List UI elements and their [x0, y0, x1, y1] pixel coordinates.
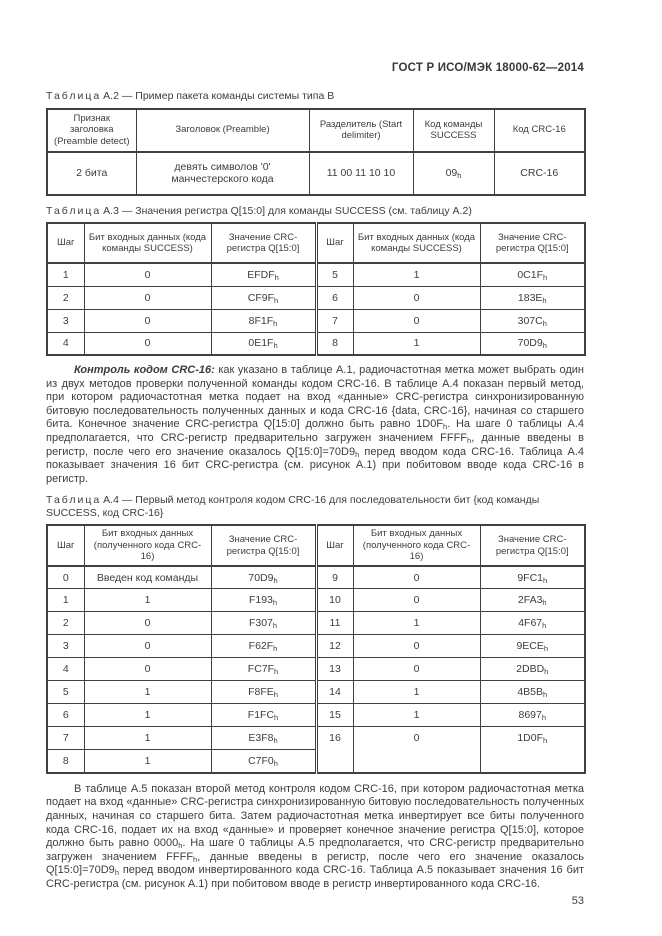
table-cell: 0 [47, 566, 84, 589]
table-header-cell: Код команды SUCCESS [413, 109, 494, 152]
table-cell: $F8FE_h$ [211, 681, 316, 704]
table-header-cell: Заголовок (Preamble) [136, 109, 309, 152]
table-cell: 10 [316, 589, 353, 612]
table-cell: 1 [353, 263, 480, 286]
table-cell: $F1FC_h$ [211, 704, 316, 727]
table-cell: $1D0F_h$ [480, 727, 585, 773]
table-row [47, 704, 585, 727]
table-cell: 8 [316, 332, 353, 355]
table-header-cell: Шаг [316, 525, 353, 566]
table-cell: 16 [316, 727, 353, 773]
table-row [47, 658, 585, 681]
table-cell: 11 [316, 612, 353, 635]
table-cell: $2DBD_h$ [480, 658, 585, 681]
table-cell: 13 [316, 658, 353, 681]
table-cell: 3 [47, 309, 84, 332]
table-a2 [46, 108, 586, 196]
table-header-cell: Бит входных данных (кода команды SUCCESS) [84, 223, 211, 263]
table-row [47, 152, 585, 195]
table-cell: 7 [316, 309, 353, 332]
table-cell: 1 [84, 704, 211, 727]
table-cell: 1 [84, 750, 211, 773]
table-cell: $C7F0_h$ [211, 750, 316, 773]
table-cell: $09_h$ [413, 152, 494, 195]
table-cell: 1 [353, 612, 480, 635]
table-row [47, 589, 585, 612]
table-cell: 0 [353, 589, 480, 612]
table-cell: 0 [353, 286, 480, 309]
table-a2-caption-text: А.2 — Пример пакета команды системы типа В [103, 90, 335, 102]
table-header-cell: Шаг [316, 223, 353, 263]
table-cell: 0 [84, 658, 211, 681]
page-number: 53 [571, 894, 584, 907]
table-row [47, 727, 585, 750]
paragraph-crc16-lead: Контроль кодом CRC-16: [74, 364, 215, 376]
table-cell: $2FA3_h$ [480, 589, 585, 612]
table-header-cell: Бит входных данных (полученного кода CRC-16) [84, 525, 211, 566]
table-cell: CRC-16 [494, 152, 585, 195]
table-cell: 1 [84, 681, 211, 704]
paragraph-second-method-text: В таблице А.5 показан второй метод контроля кодом CRC-16, при котором радиочастотная метка подает на вход «данные» CRC-регистра синхронизированную битовую последовательность полученных данных, начиная со старшего бита. Затем радиочастотная метка инвертирует все биты полученного кода CRC-16, подает их на вход «данные» и проверяет конечное значение регистра Q[15:0], которое должно быть равно $0000_h$. На шаге 0 таблицы А.5 предполагается, что CRC-регистр предварительно загружен значением $FFFF_h$, данные введены в регистр, после чего его значение оказалось $Q[15:0]=70D9_h$ перед вводом инвертированного кода CRC-16. Таблица А.5 показывает значения 16 бит CRC-регистра (см. рисунок А.1) при побитовом вводе в регистр инвертированного кода CRC-16. [46, 782, 584, 890]
table-cell: 2 [47, 612, 84, 635]
table-cell: 1 [353, 704, 480, 727]
paragraph-crc16-text: как указано в таблице А.1, радиочастотная метка может выбрать один из двух методов проверки полученной команды кодом CRC-16. В таблице А.4 показан первый метод, при котором радиочастотная метка подает на вход «данные» CRC-регистра синхронизированную битовую последовательность полученных данных и кода CRC-16 {data, CRC-16}, начиная со старшего бита. Конечное значение CRC-регистра Q[15:0] должно быть равно $1D0F_h$. На шаге 0 таблицы А.4 предполагается, что CRC-регистр предварительно загружен значением $FFFF_h$, данные введены в регистр, после чего его значение оказалось $Q[15:0]=70D9_h$ перед вводом кода CRC-16. Таблица А.4 показывает значения 16 бит CRC-регистра (см. рисунок А.1) при побитовом вводе кода CRC-16 в регистр. [46, 364, 584, 485]
table-cell: 0 [84, 612, 211, 635]
table-row [47, 263, 585, 286]
table-cell: 3 [47, 635, 84, 658]
table-cell: 9 [316, 566, 353, 589]
table-cell: 0 [84, 332, 211, 355]
table-cell: $4F67_h$ [480, 612, 585, 635]
table-cell: $9ECE_h$ [480, 635, 585, 658]
table-header-cell: Шаг [47, 525, 84, 566]
table-header-row [47, 109, 585, 152]
table-cell: 4 [47, 658, 84, 681]
table-header-row [47, 525, 585, 566]
table-cell: 6 [316, 286, 353, 309]
table-cell: 7 [47, 727, 84, 750]
table-cell: 0 [84, 309, 211, 332]
table-cell: $E3F8_h$ [211, 727, 316, 750]
table-header-cell: Признак заголовка (Preamble detect) [47, 109, 136, 152]
table-cell: $183E_h$ [480, 286, 585, 309]
table-row [47, 566, 585, 589]
table-row [47, 309, 585, 332]
table-header-cell: Значение CRC-регистра Q[15:0] [211, 525, 316, 566]
table-a2-caption-label: Таблица [46, 90, 102, 102]
paragraph-second-method [46, 783, 584, 892]
table-row [47, 612, 585, 635]
table-cell: $F62F_h$ [211, 635, 316, 658]
table-cell: $F307_h$ [211, 612, 316, 635]
table-header-cell: Значение CRC-регистра Q[15:0] [211, 223, 316, 263]
table-cell: 14 [316, 681, 353, 704]
table-cell: 2 [47, 286, 84, 309]
table-row [47, 332, 585, 355]
table-cell: девять символов '0' манчестерского кода [136, 152, 309, 195]
table-header-cell: Бит входных данных (кода команды SUCCESS) [353, 223, 480, 263]
table-cell: 4 [47, 332, 84, 355]
table-header-cell: Значение CRC-регистра Q[15:0] [480, 223, 585, 263]
table-cell: 0 [353, 566, 480, 589]
table-row [47, 286, 585, 309]
table-cell: 0 [84, 286, 211, 309]
table-row [47, 635, 585, 658]
table-a2-caption [46, 90, 584, 103]
table-header-cell: Шаг [47, 223, 84, 263]
table-cell: 12 [316, 635, 353, 658]
table-cell: 0 [353, 658, 480, 681]
table-a3-caption [46, 205, 584, 218]
paragraph-crc16-control [46, 364, 584, 486]
table-cell: $0E1F_h$ [211, 332, 316, 355]
table-cell: $8697_h$ [480, 704, 585, 727]
table-cell: $0C1F_h$ [480, 263, 585, 286]
table-cell: 15 [316, 704, 353, 727]
table-row [47, 681, 585, 704]
table-cell: $4B5B_h$ [480, 681, 585, 704]
table-cell: 11 00 11 10 10 [309, 152, 413, 195]
table-cell: 0 [84, 263, 211, 286]
table-cell: 2 бита [47, 152, 136, 195]
table-a4-caption-text: А.4 — Первый метод контроля кодом CRC-16 для последовательности бит {код команды SUCCESS, код CRC-16} [46, 494, 540, 519]
table-a3-caption-text: А.3 — Значения регистра Q[15:0] для команды SUCCESS (см. таблицу А.2) [103, 204, 472, 217]
table-cell: 1 [47, 589, 84, 612]
table-cell: $307C_h$ [480, 309, 585, 332]
table-header-cell: Бит входных данных (полученного кода CRC-16) [353, 525, 480, 566]
table-a3-caption-label: Таблица [46, 204, 102, 217]
document-page [46, 0, 584, 907]
table-cell: 0 [353, 635, 480, 658]
table-cell: $70D9_h$ [211, 566, 316, 589]
table-cell: $CF9F_h$ [211, 286, 316, 309]
table-cell: $FC7F_h$ [211, 658, 316, 681]
table-a3 [46, 222, 586, 356]
table-header-row [47, 223, 585, 263]
table-cell: Введен код команды [84, 566, 211, 589]
table-cell: $EFDF_h$ [211, 263, 316, 286]
table-cell: 1 [84, 727, 211, 750]
table-cell: 5 [47, 681, 84, 704]
table-cell: $F193_h$ [211, 589, 316, 612]
table-cell: 5 [316, 263, 353, 286]
table-header-cell: Код CRC-16 [494, 109, 585, 152]
table-cell: 0 [353, 309, 480, 332]
table-cell: $9FC1_h$ [480, 566, 585, 589]
table-cell: 8 [47, 750, 84, 773]
table-cell: 6 [47, 704, 84, 727]
table-header-cell: Разделитель (Start delimiter) [309, 109, 413, 152]
table-cell: $70D9_h$ [480, 332, 585, 355]
table-cell: $8F1F_h$ [211, 309, 316, 332]
table-cell: 1 [353, 681, 480, 704]
table-cell: 0 [353, 727, 480, 773]
table-cell: 1 [353, 332, 480, 355]
table-a4 [46, 524, 586, 774]
table-header-cell: Значение CRC-регистра Q[15:0] [480, 525, 585, 566]
table-a4-caption [46, 494, 584, 519]
table-cell: 1 [47, 263, 84, 286]
table-cell: 1 [84, 589, 211, 612]
table-a4-caption-label: Таблица [46, 494, 102, 507]
document-header: ГОСТ Р ИСО/МЭК 18000-62—2014 [391, 62, 584, 74]
table-cell: 0 [84, 635, 211, 658]
